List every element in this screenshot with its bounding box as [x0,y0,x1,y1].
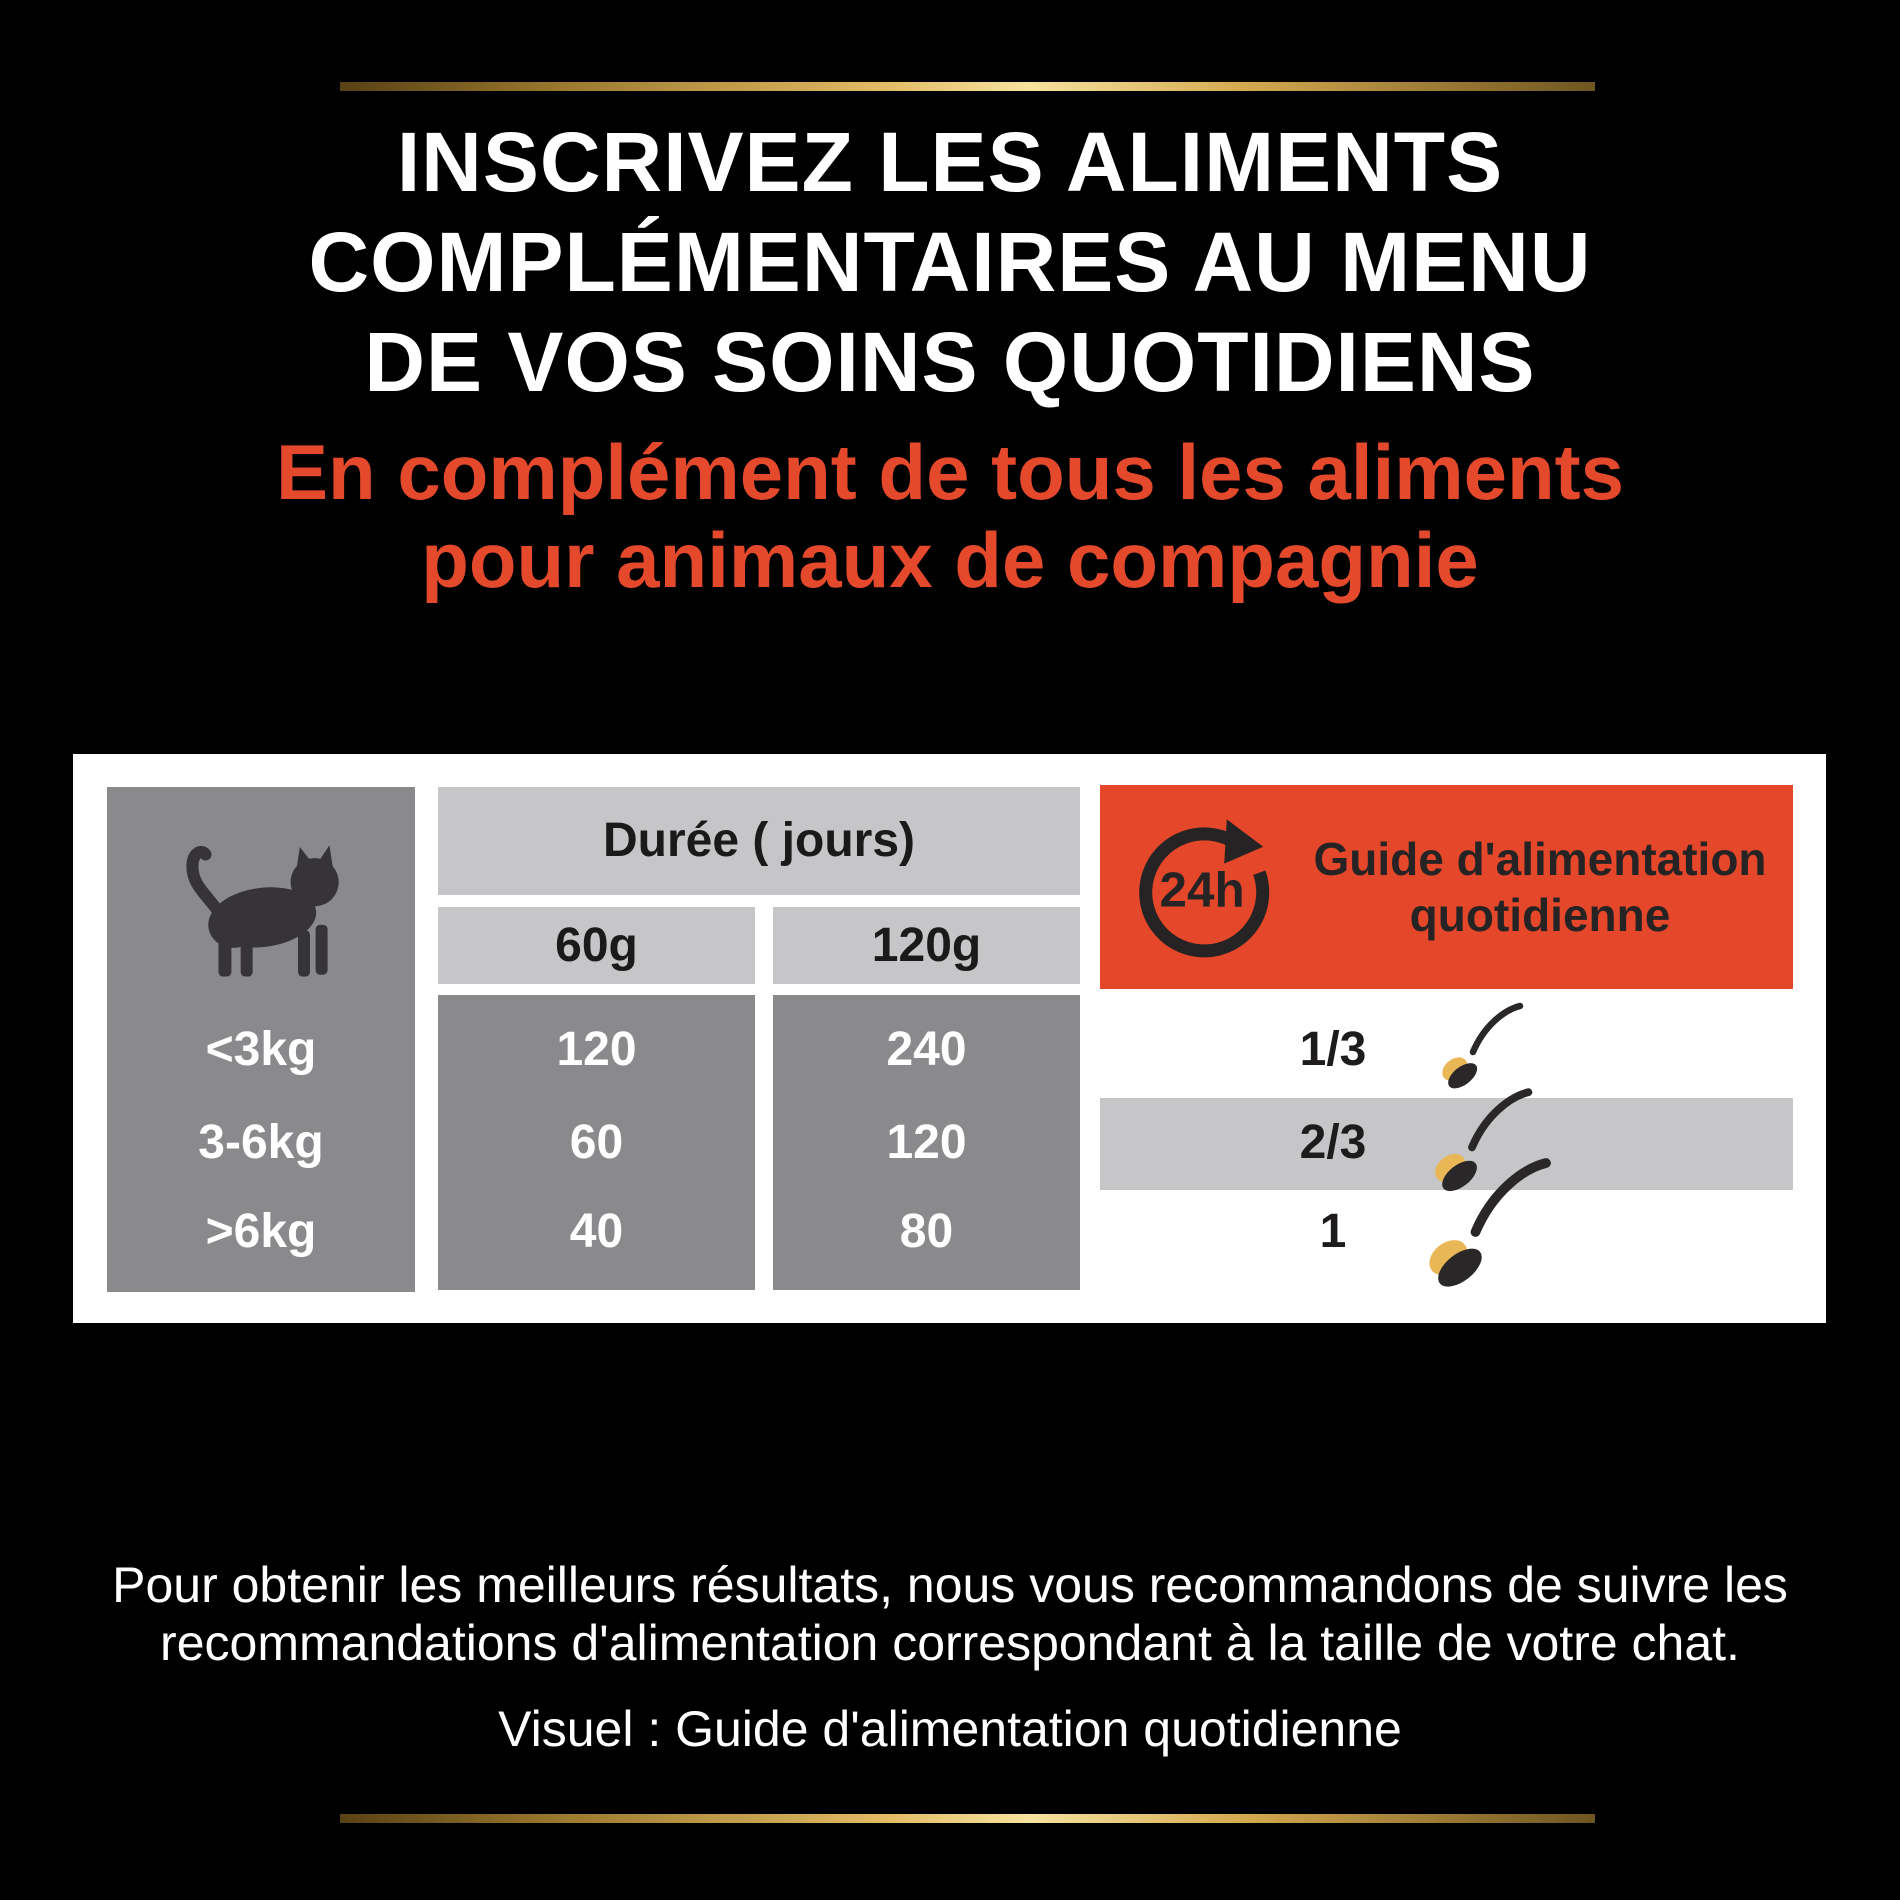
duration-value: 40 [569,1205,624,1258]
duration-value: 80 [899,1205,954,1258]
spoon-fraction: 2/3 [1299,1116,1367,1169]
weight-label: >6kg [205,1205,317,1258]
portion-120g-header: 120g [773,907,1080,984]
sub-heading [0,428,1900,604]
gold-divider-bottom [340,1814,1595,1823]
duration-header: Durée ( jours) [438,787,1080,895]
main-heading [0,112,1900,412]
footer-visuel-caption: Visuel : Guide d'alimentation quotidienne [498,1701,1402,1757]
24h-badge-label: 24h [1159,862,1245,918]
gold-divider-top [340,82,1595,91]
duration-value: 120 [556,1023,637,1076]
duration-value: 240 [886,1023,967,1076]
heading-line-2: COMPLÉMENTAIRES AU MENU [308,215,1592,309]
subheading-line-1: En complément de tous les aliments [275,428,1624,516]
24h-icon [1128,809,1284,965]
daily-guide-header [1100,785,1793,989]
spoon-icon-large [1408,1154,1558,1304]
weight-label: 3-6kg [198,1116,324,1169]
footer-text-line-1: Pour obtenir les meilleurs résultats, nous vous recommandons de suivre les [112,1557,1788,1613]
footer-text-line-2: recommandations d'alimentation correspondant à la taille de votre chat. [160,1615,1740,1671]
spoon-fraction: 1/3 [1299,1023,1367,1076]
guide-title: Guide d'alimentation quotidienne [1313,833,1767,941]
heading-line-1: INSCRIVEZ LES ALIMENTS [396,115,1504,209]
duration-value: 120 [886,1116,967,1169]
subheading-line-2: pour animaux de compagnie [421,516,1479,604]
spoon-fraction: 1 [1319,1205,1347,1258]
weight-label: <3kg [205,1023,317,1076]
cat-icon [151,823,371,1008]
duration-value: 60 [569,1116,624,1169]
heading-line-3: DE VOS SOINS QUOTIDIENS [364,315,1536,409]
feeding-table-panel [73,754,1826,1323]
portion-60g-header: 60g [438,907,755,984]
